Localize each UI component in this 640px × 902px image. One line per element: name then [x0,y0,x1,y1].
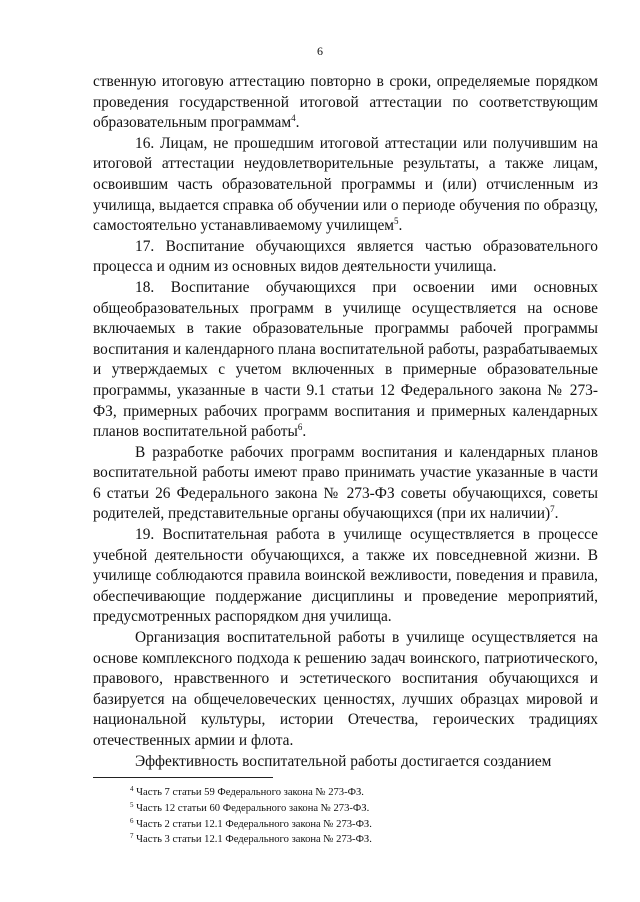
footnote-ref: 6 [297,422,303,433]
paragraph: В разработке рабочих программ воспитания и календарных планов воспитательной работы имеют право принимать участие указанные в части 6 статьи 26 Федерального закона № 273-ФЗ советы обучающихся, советы родителей, представительные органы обучающихся (при их наличии)$^7$. [93,443,598,523]
paragraph: Эффективность воспитательной работы достигается созданием [135,752,552,770]
paragraph: ственную итоговую аттестацию повторно в сроки, определяемые порядком проведения государственной итоговой аттестации по соответствующим образовательным программам$^4$. [93,73,598,132]
page-number: 6 [317,44,323,58]
paragraph-19: 19. Воспитательная работа в училище осуществляется в процессе учебной деятельности обучающихся, а также их повседневной жизни. В училище соблюдаются правила воинской вежливости, поведения и правила, обеспечивающие поддержание дисциплины и проведение мероприятий, предусмотренных распорядком дня училища. [93,526,598,626]
footnote: $^5$ Часть 12 статьи 60 Федерального закона № 273-ФЗ. [130,800,370,814]
paragraph-18: 18. Воспитание обучающихся при освоении ими основных общеобразовательных программ в училище осуществляется на основе включаемых в такие образовательные программы рабочей программы воспитания и календарного плана воспитательной работы, разрабатываемых и утверждаемых с учетом включенных в примерные образовательные программы, указанные в части 9.1 статьи 12 Федерального закона № 273-ФЗ, примерных рабочих программ воспитания и примерных календарных планов воспитательной работы$^6$. [93,278,598,441]
paragraph: Организация воспитательной работы в училище осуществляется на основе комплексного подхода к решению задач воинского, патриотического, правового, нравственного и эстетического воспитания обучающихся и базируется на общечеловеческих ценностях, лучших образцах мировой и национальной культуры, истории Отечества, героических традициях отечественных армии и флота. [93,629,598,749]
paragraph-17: 17. Воспитание обучающихся является частью образовательного процесса и одним из основных видов деятельности училища. [93,237,598,276]
footnote-ref: 4 [291,113,296,124]
body-text [93,72,598,772]
footnote-divider [93,777,273,778]
footnote: $^6$ Часть 2 статьи 12.1 Федерального закона № 273-ФЗ. [130,816,372,830]
footnotes [130,785,590,848]
footnote-ref: 5 [394,216,399,227]
footnote: $^7$ Часть 3 статьи 12.1 Федерального закона № 273-ФЗ. [130,832,372,846]
footnote: $^4$ Часть 7 статьи 59 Федерального закона № 273-ФЗ. [130,785,364,798]
footnote-ref: 7 [550,504,555,515]
paragraph-16: 16. Лицам, не прошедшим итоговой аттестации или получившим на итоговой аттестации неудовлетворительные результаты, а также лицам, освоившим часть образовательной программы и (или) отчисленным из училища, выдается справка об обучении или о периоде обучения по образцу, самостоятельно устанавливаемому училищем$^5$. [93,134,598,235]
